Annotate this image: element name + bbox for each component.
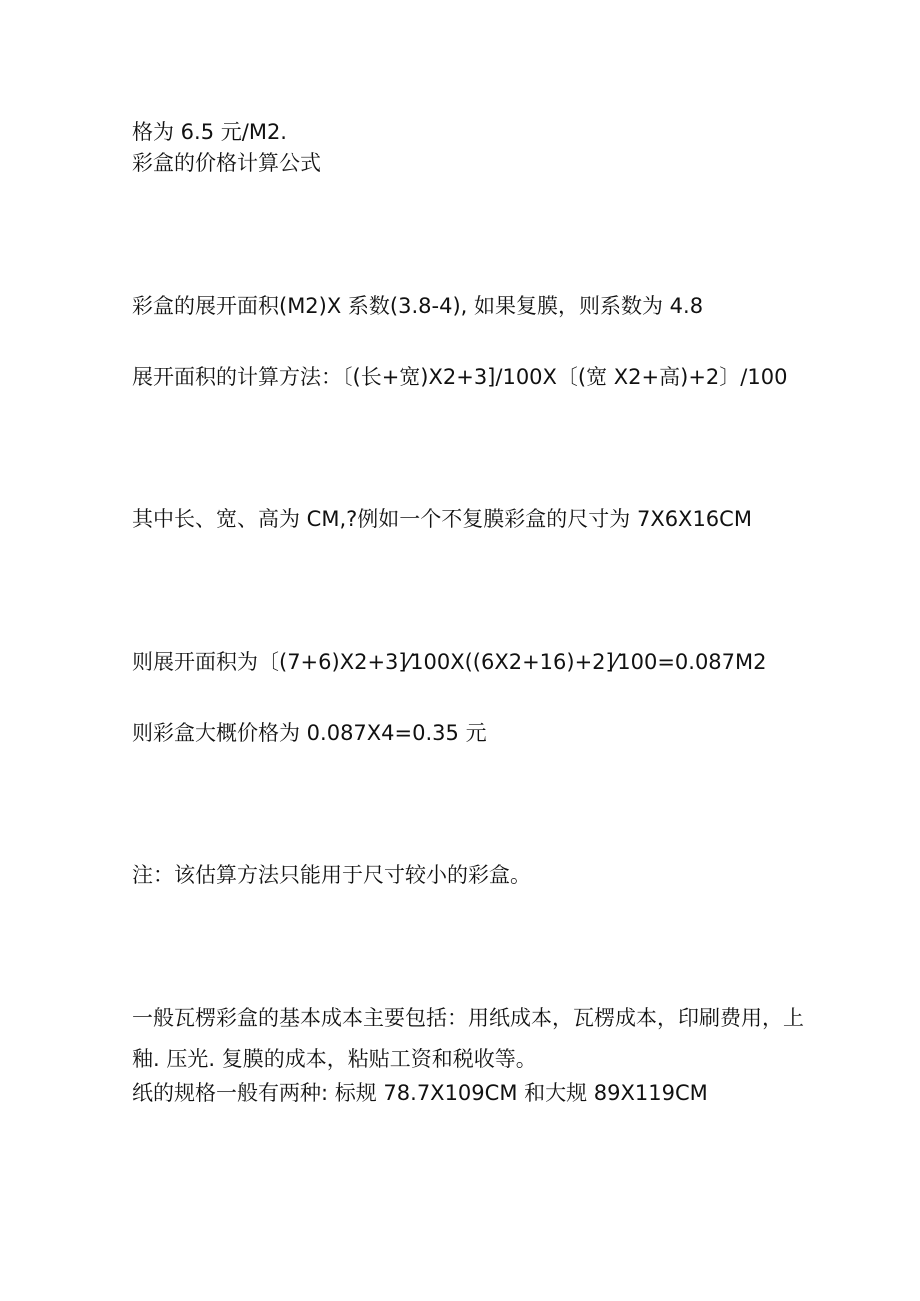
text-line-units-example: 其中长、宽、高为 CM,?例如一个不复膜彩盒的尺寸为 7X6X16CM <box>132 507 752 531</box>
text-line-area-method: 展开面积的计算方法：〔(长+宽)X2+3]/100X〔(宽 X2+高)+2〕/100 <box>132 365 788 389</box>
text-line-cost-components-cont: 釉. 压光. 复膜的成本，粘贴工资和税收等。 <box>132 1047 537 1071</box>
text-line-price-per-m2: 格为 6.5 元/M2. <box>132 120 287 144</box>
text-line-paper-sizes: 纸的规格一般有两种: 标规 78.7X109CM 和大规 89X119CM <box>132 1081 708 1105</box>
text-line-area-coefficient: 彩盒的展开面积(M2)X 系数(3.8-4), 如果复膜，则系数为 4.8 <box>132 294 704 318</box>
text-line-cost-components: 一般瓦楞彩盒的基本成本主要包括：用纸成本，瓦楞成本，印刷费用，上 <box>132 1006 804 1030</box>
text-line-area-result: 则展开面积为〔(7+6)X2+3]⁄100X((6X2+16)+2]⁄100=0.087M2 <box>132 650 767 674</box>
text-line-price-result: 则彩盒大概价格为 0.087X4=0.35 元 <box>132 721 487 745</box>
text-line-note: 注：该估算方法只能用于尺寸较小的彩盒。 <box>132 863 531 887</box>
heading-price-formula: 彩盒的价格计算公式 <box>132 151 321 175</box>
